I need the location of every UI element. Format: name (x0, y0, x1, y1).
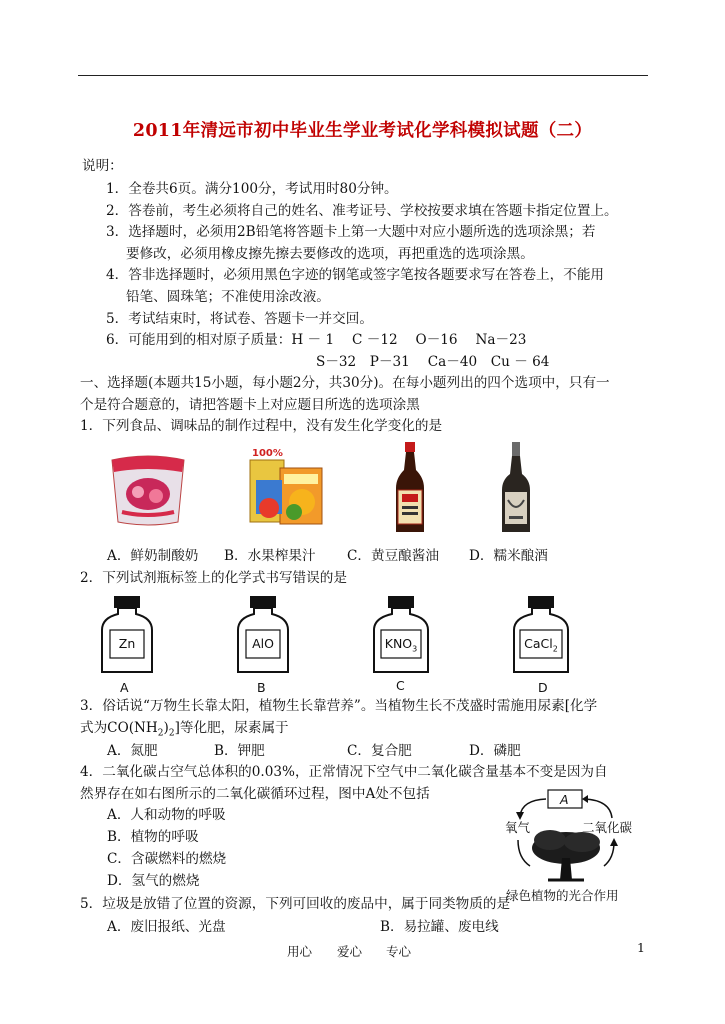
instructions-heading: 说明： (82, 158, 123, 174)
diagram-oxygen-label: 氧气 (505, 820, 531, 835)
q5-option-a: A．废旧报纸、光盘 (107, 919, 226, 935)
bottle-letter-d: D (538, 680, 548, 695)
instruction-line: 3．选择题时，必须用2B铅笔将答题卡上第一大题中对应小题所选的选项涂黑；若 (106, 224, 596, 240)
bottle-formula-b: AlO (252, 636, 274, 651)
q1-option-d: D．糯米酿酒 (469, 548, 548, 564)
q1-option-a: A．鲜奶制酸奶 (107, 548, 199, 564)
page-number: 1 (637, 940, 645, 955)
bottle-letter-b: B (257, 680, 266, 695)
q3-stem-line2: 式为$CO(NH_2)_2$]等化肥，尿素属于 (80, 720, 289, 739)
instruction-line: 2．答卷前，考生必须将自己的姓名、准考证号、学校按要求填在答题卡指定位置上。 (106, 203, 618, 219)
q4-stem-line1: 4．二氧化碳占空气总体积的0.03%，正常情况下空气中二氧化碳含量基本不变是因为自 (80, 764, 608, 780)
juice-label: 100% (252, 448, 283, 459)
carbon-cycle-diagram (500, 784, 640, 894)
bottle-letter-c: C (396, 678, 405, 693)
diagram-photosynthesis-label: 绿色植物的光合作用 (506, 888, 619, 903)
q3-option-a: A．氮肥 (107, 743, 158, 759)
q1-option-c: C．黄豆酿酱油 (347, 548, 439, 564)
page-title: 2011年清远市初中毕业生学业考试化学科模拟试题（二） (132, 121, 593, 141)
instruction-line: 4．答非选择题时，必须用黑色字迹的钢笔或签字笔按各题要求写在答卷上，不能用 (106, 267, 605, 283)
q4-option-a: A．人和动物的呼吸 (107, 807, 226, 823)
footer-motto-2: 爱心 (337, 944, 363, 959)
section-heading-cont: 个是符合题意的，请把答题卡上对应题目所选的选项涂黑 (80, 397, 420, 413)
q5-option-b: B．易拉罐、废电线 (380, 919, 499, 935)
bottle-formula-a: Zn (118, 636, 136, 651)
yogurt-icon (108, 452, 188, 532)
soy-sauce-bottle-icon (390, 440, 430, 536)
q3-option-d: D．磷肥 (469, 743, 521, 759)
footer-motto-3: 专心 (386, 944, 412, 959)
instruction-line: 5．考试结束时，将试卷、答题卡一并交回。 (106, 311, 373, 327)
header-rule (78, 75, 648, 76)
juice-boxes-icon (244, 446, 332, 532)
q1-stem: 1．下列食品、调味品的制作过程中，没有发生化学变化的是 (80, 418, 443, 434)
q3-option-c: C．复合肥 (347, 743, 412, 759)
q3-stem-line1: 3．俗话说“万物生长靠太阳，植物生长靠营养”。当植物生长不茂盛时需施用尿素[化学 (80, 698, 598, 714)
q5-stem: 5．垃圾是放错了位置的资源，下列可回收的废品中，属于同类物质的是 (80, 896, 511, 912)
bottle-letter-a: A (120, 680, 129, 695)
q4-option-d: D．氢气的燃烧 (107, 873, 200, 889)
bottle-formula-c: $KNO_3$ (384, 636, 418, 654)
instruction-line: 铅笔、圆珠笔；不准使用涂改液。 (126, 289, 330, 305)
instruction-line: 要修改，必须用橡皮擦先擦去要修改的选项，再把重选的选项涂黑。 (126, 246, 534, 262)
reagent-bottle-a-icon (100, 596, 154, 674)
rice-wine-bottle-icon (498, 440, 534, 536)
instruction-line: 1．全卷共6页。满分100分，考试用时80分钟。 (106, 181, 398, 197)
reagent-bottle-b-icon (236, 596, 290, 674)
atomic-masses-line: S－32 P－31 Ca－40 Cu － 64 (316, 354, 550, 370)
reagent-bottle-d-icon (512, 596, 570, 674)
footer-motto-1: 用心 (287, 944, 313, 959)
bottle-formula-d: CaCl$_2$ (524, 636, 558, 654)
atomic-masses-line: 6．可能用到的相对原子质量：H － 1 C －12 O－16 Na－23 (106, 332, 527, 348)
reagent-bottle-c-icon (372, 596, 430, 674)
q4-option-c: C．含碳燃料的燃烧 (107, 851, 227, 867)
q2-stem: 2．下列试剂瓶标签上的化学式书写错误的是 (80, 570, 347, 586)
q4-stem-line2: 然界存在如右图所示的二氧化碳循环过程，图中A处不包括 (80, 786, 430, 802)
q3-option-b: B．钾肥 (214, 743, 265, 759)
q4-option-b: B．植物的呼吸 (107, 829, 199, 845)
diagram-box-label: A (560, 792, 569, 807)
section-heading: 一、选择题(本题共15小题，每小题2分，共30分)。在每小题列出的四个选项中，只有一 (80, 375, 610, 391)
diagram-co2-label: 二氧化碳 (582, 820, 633, 835)
q1-option-b: B．水果榨果汁 (224, 548, 316, 564)
